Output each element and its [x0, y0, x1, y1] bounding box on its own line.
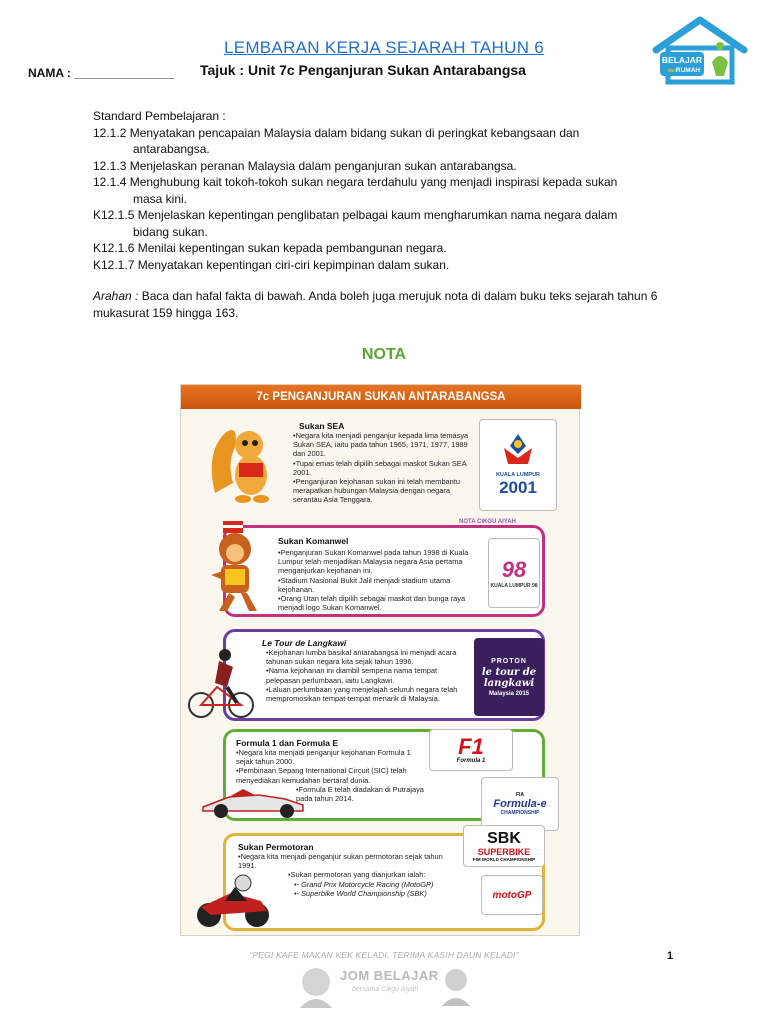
name-field-label: NAMA : _______________	[28, 66, 175, 80]
badge-name: Formula-e	[493, 798, 547, 810]
standard-item: K12.1.6 Menilai kepentingan sukan kepada pembangunan negara.	[93, 241, 447, 255]
badge-org: FIA	[515, 792, 525, 798]
poster-title: 7c PENGANJURAN SUKAN ANTARABANGSA	[181, 385, 581, 409]
standard-item: 12.1.4 Menghubung kait tokoh-tokoh sukan negara terdahulu yang menjadi inspirasi kepada sukan	[93, 175, 618, 189]
bullet-item: • Penganjuran Sukan Komanwel pada tahun 1998 di Kuala Lumpur telah menjadikan Malaysia negara Asia pertama menganjurkan kejohanan ini.	[278, 548, 483, 576]
badge-label: KUALA LUMPUR	[495, 472, 541, 478]
standard-item-continuation: antarabangsa.	[133, 142, 210, 156]
tour-de-langkawi-logo	[474, 638, 544, 716]
badge-label: Formula 1	[456, 758, 486, 764]
teacher-avatar-right-icon	[440, 966, 472, 1006]
badge-label: KUALA LUMPUR 98	[490, 583, 538, 589]
bullet-item: • Sukan permotoran yang dianjurkan ialah:	[238, 870, 462, 879]
sea-games-2001-logo	[479, 419, 557, 511]
section-bullets	[266, 648, 470, 703]
bullet-item: • Negara kita menjadi penganjur sukan permotoran sejak tahun 1991.	[238, 852, 462, 870]
bullet-item: • Tupai emas telah dipilih sebagai maskot Sukan SEA 2001.	[293, 459, 471, 477]
badge-sponsor: PROTON	[491, 657, 527, 665]
section-tour-de-langkawi	[223, 629, 545, 721]
squirrel-mascot-icon	[205, 423, 277, 507]
bullet-item: • Formula E telah diadakan di Putrajaya pada tahun 2014.	[236, 785, 426, 803]
bullet-item: • Kejohanan lumba basikal antarabangsa ini menjadi acara tahunan sukan negara kita sejak tahun 1996.	[266, 648, 470, 666]
formula-e-logo	[481, 777, 559, 831]
nota-heading: NOTA	[361, 346, 407, 363]
learning-standards	[93, 108, 693, 273]
bullet-item: • Penganjuran kejohanan sukan ini telah membantu merapatkan hubungan Malaysia dengan negara serantau Asia Tenggara.	[293, 477, 471, 505]
bullet-item: • Laluan perlumbaan yang menjelajah seluruh negara telah mempromosikan tempat-tempat menarik di Malaysia.	[266, 685, 470, 703]
motorcycle-rider-icon	[191, 871, 277, 929]
badge-label: FIM WORLD CHAMPIONSHIP	[472, 856, 536, 862]
superbike-logo	[463, 825, 545, 867]
watermark-nota-cikgu: NOTA CIKGU AIYAH	[459, 519, 516, 525]
instructions	[93, 288, 705, 322]
section-sukan-komanwel	[223, 525, 545, 617]
section-title: Le Tour de Langkawi	[262, 638, 347, 648]
learning-standards-heading: Standard Pembelajaran :	[93, 109, 226, 123]
badge-year: Malaysia 2015	[488, 690, 530, 697]
logo-text-dari: dari	[667, 68, 677, 74]
commonwealth-games-98-logo	[488, 538, 540, 608]
bullet-item: • Negara kita menjadi penganjur kejohanan Formula 1 sejak tahun 2000.	[236, 748, 426, 766]
section-bullets	[278, 548, 483, 612]
badge-name: le tour de langkawi	[481, 666, 537, 689]
teacher-avatar-icon	[296, 964, 336, 1008]
badge-name: SUPERBIKE	[477, 846, 531, 857]
section-title: Sukan Komanwel	[278, 536, 349, 546]
sea-games-emblem-icon	[496, 432, 540, 472]
infographic-poster	[180, 384, 580, 936]
bullet-item: • Orang Utan telah dipilih sebagai maskot dan bunga raya menjadi logo Sukan Komanwel.	[278, 594, 483, 612]
jom-belajar-logo	[292, 964, 472, 1008]
logo-text-belajar: BELAJAR	[661, 55, 703, 65]
page-number: 1	[667, 950, 674, 962]
standard-item: 12.1.3 Menjelaskan peranan Malaysia dalam penganjuran sukan antarabangsa.	[93, 158, 517, 173]
footer-quote: “PEGI KAFE MAKAN KEK KELADI, TERIMA KASIH DAUN KELADI”	[249, 950, 519, 960]
standard-item: 12.1.2 Menyatakan pencapaian Malaysia dalam bidang sukan di peringkat kebangsaan dan	[93, 125, 580, 140]
standard-item: K12.1.5 Menjelaskan kepentingan penglibatan pelbagai kaum mengharumkan nama negara dalam	[93, 208, 618, 222]
standard-item: K12.1.7 Menyatakan kepentingan ciri-ciri kepimpinan dalam sukan.	[93, 257, 450, 272]
bullet-item: • Stadium Nasional Bukit Jalil menjadi stadium utama kejohanan.	[278, 576, 483, 594]
badge-label: CHAMPIONSHIP	[500, 810, 540, 816]
badge-mark: SBK	[487, 829, 521, 847]
race-car-icon	[199, 779, 309, 819]
instructions-text: Baca dan hafal fakta di bawah. Anda boleh juga merujuk nota di dalam buku teks sejarah tahun 6 mukasurat 159 hingga 163.	[93, 289, 658, 320]
orangutan-mascot-icon	[201, 519, 267, 615]
section-title: Formula 1 dan Formula E	[236, 738, 339, 748]
instructions-label: Arahan :	[93, 289, 139, 303]
standard-item-continuation: bidang sukan.	[133, 224, 208, 239]
section-title: Sukan SEA	[299, 421, 345, 431]
bullet-item: • - Grand Prix Motorcycle Racing (MotoGP)	[238, 880, 462, 889]
cyclist-icon	[187, 643, 257, 723]
section-title: Sukan Permotoran	[238, 842, 314, 852]
section-sukan-sea	[189, 415, 573, 511]
badge-mark: motoGP	[492, 889, 532, 901]
topic-heading: Tajuk : Unit 7c Penganjuran Sukan Antarabangsa	[200, 62, 526, 78]
worksheet-title: LEMBARAN KERJA SEJARAH TAHUN 6	[223, 38, 545, 57]
badge-number: 98	[501, 557, 527, 582]
standard-item-continuation: masa kini.	[133, 191, 188, 206]
brand-tagline: bersama Cikgu Aiyah	[352, 986, 419, 993]
section-bullets	[293, 431, 471, 505]
motogp-logo	[481, 875, 543, 915]
belajar-dari-rumah-logo	[650, 16, 750, 86]
brand-name: JOM BELAJAR	[340, 968, 439, 983]
bullet-item: • - Superbike World Championship (SBK)	[238, 889, 462, 898]
bullet-item: • Pembinaan Sepang International Circuit (SIC) telah menyediakan kemudahan bertaraf dunia.	[236, 766, 426, 784]
bullet-item: • Negara kita menjadi penganjur kepada lima temasya Sukan SEA, iaitu pada tahun 1965, 1971, 1977, 1989 dan 2001.	[293, 431, 471, 459]
bullet-item: • Nama kejohanan ini diambil sempena nama tempat pelepasan perlumbaan, iaitu Langkawi.	[266, 666, 470, 684]
badge-year: 2001	[499, 478, 537, 497]
logo-text-rumah: RUMAH	[675, 67, 701, 74]
badge-mark: F1	[458, 734, 484, 759]
formula-1-logo	[429, 729, 513, 771]
